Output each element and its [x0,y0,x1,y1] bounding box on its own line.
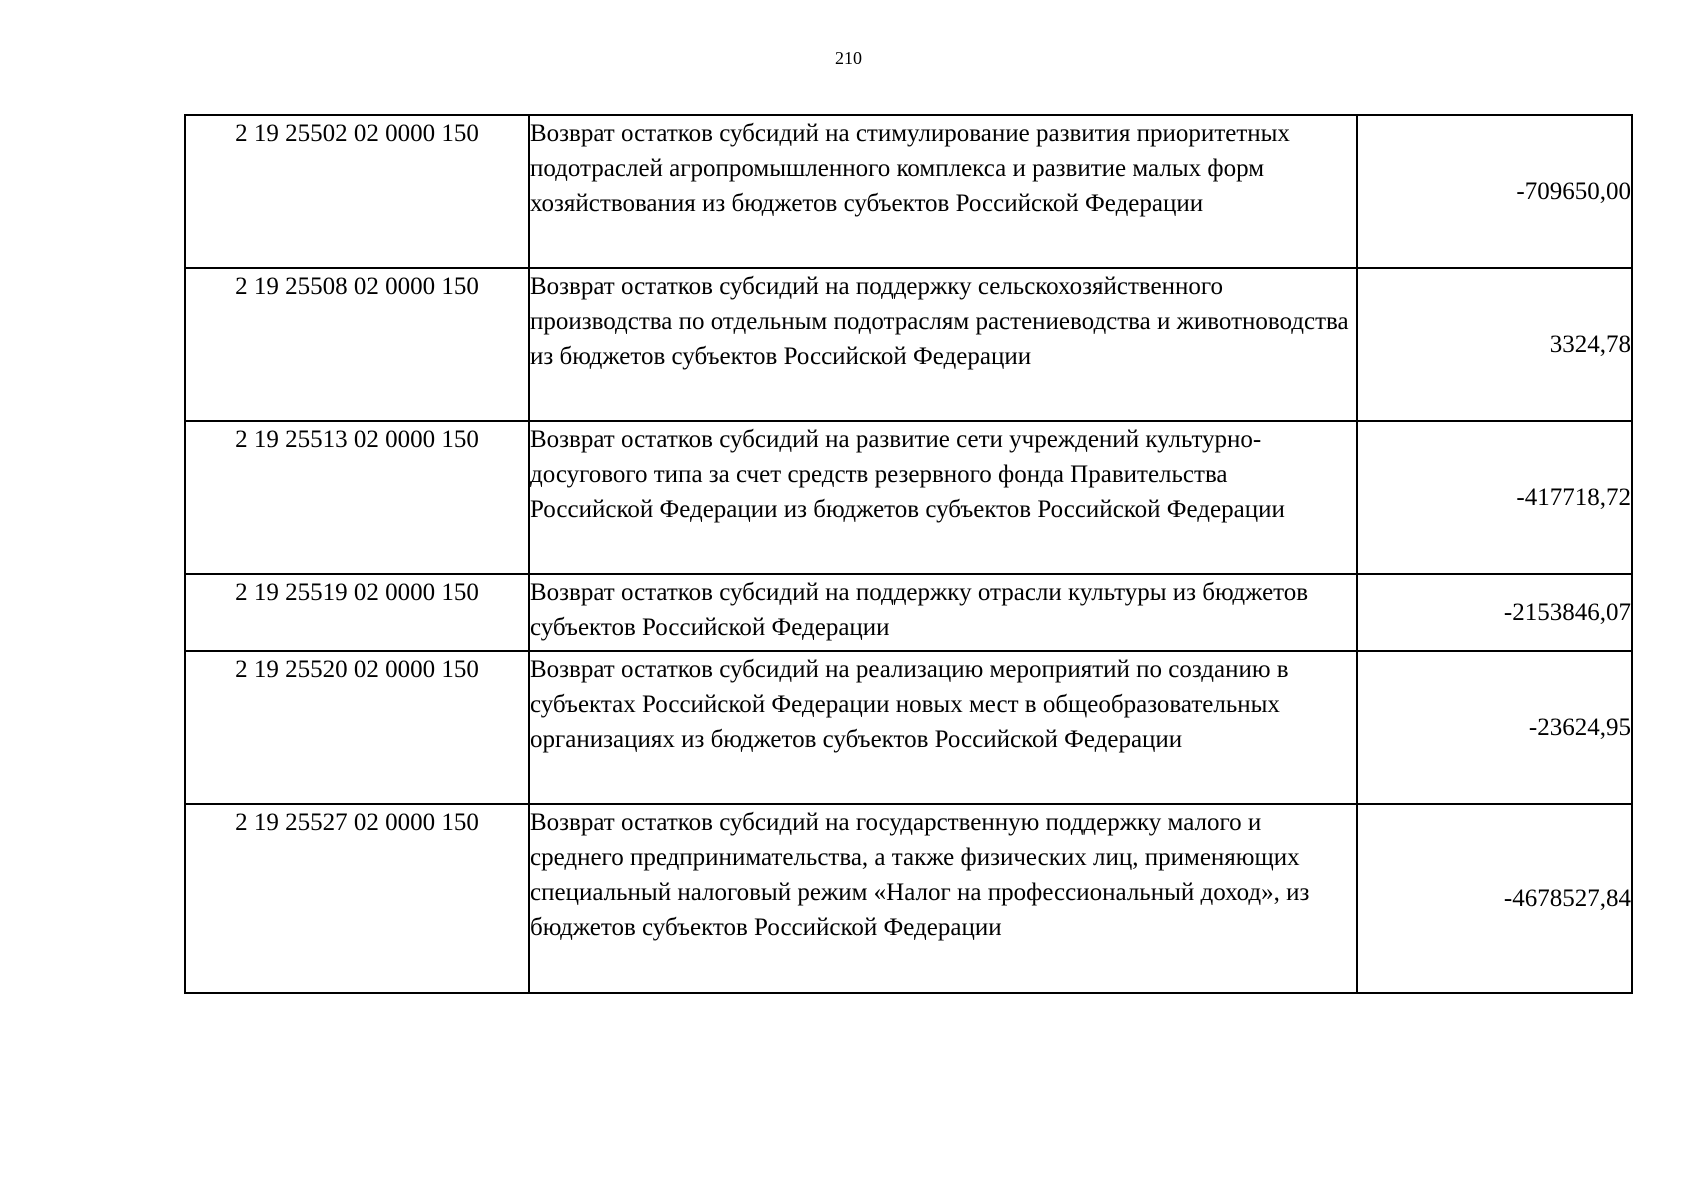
amount-cell: 3324,78 [1357,268,1632,421]
amount-cell: -709650,00 [1357,115,1632,268]
budget-code-cell: 2 19 25520 02 0000 150 [185,651,529,804]
description-cell: Возврат остатков субсидий на государственную поддержку малого и среднего предпринимательства, а также физических лиц, применяющих специальный налоговый режим «Налог на профессиональный доход», из бюджетов субъектов Российской Федерации [529,804,1357,993]
table-row [185,421,1632,574]
description-cell: Возврат остатков субсидий на стимулирование развития приоритетных подотраслей агропромышленного комплекса и развитие малых форм хозяйствования из бюджетов субъектов Российской Федерации [529,115,1357,268]
budget-table [184,114,1633,994]
description-cell: Возврат остатков субсидий на поддержку сельскохозяйственного производства по отдельным подотраслям растениеводства и животноводства из бюджетов субъектов Российской Федерации [529,268,1357,421]
budget-code-cell: 2 19 25513 02 0000 150 [185,421,529,574]
description-cell: Возврат остатков субсидий на реализацию мероприятий по созданию в субъектах Российской Федерации новых мест в общеобразовательных организациях из бюджетов субъектов Российской Федерации [529,651,1357,804]
table-row [185,574,1632,651]
budget-code-cell: 2 19 25519 02 0000 150 [185,574,529,651]
description-cell: Возврат остатков субсидий на развитие сети учреждений культурно-досугового типа за счет средств резервного фонда Правительства Российской Федерации из бюджетов субъектов Российской Федерации [529,421,1357,574]
table-row [185,115,1632,268]
table-row [185,651,1632,804]
budget-code-cell: 2 19 25508 02 0000 150 [185,268,529,421]
budget-code-cell: 2 19 25502 02 0000 150 [185,115,529,268]
amount-cell: -417718,72 [1357,421,1632,574]
amount-cell: -2153846,07 [1357,574,1632,651]
description-cell: Возврат остатков субсидий на поддержку отрасли культуры из бюджетов субъектов Российской Федерации [529,574,1357,651]
amount-cell: -23624,95 [1357,651,1632,804]
amount-cell: -4678527,84 [1357,804,1632,993]
page-number: 210 [835,48,862,68]
table-row [185,268,1632,421]
table-row [185,804,1632,993]
budget-code-cell: 2 19 25527 02 0000 150 [185,804,529,993]
